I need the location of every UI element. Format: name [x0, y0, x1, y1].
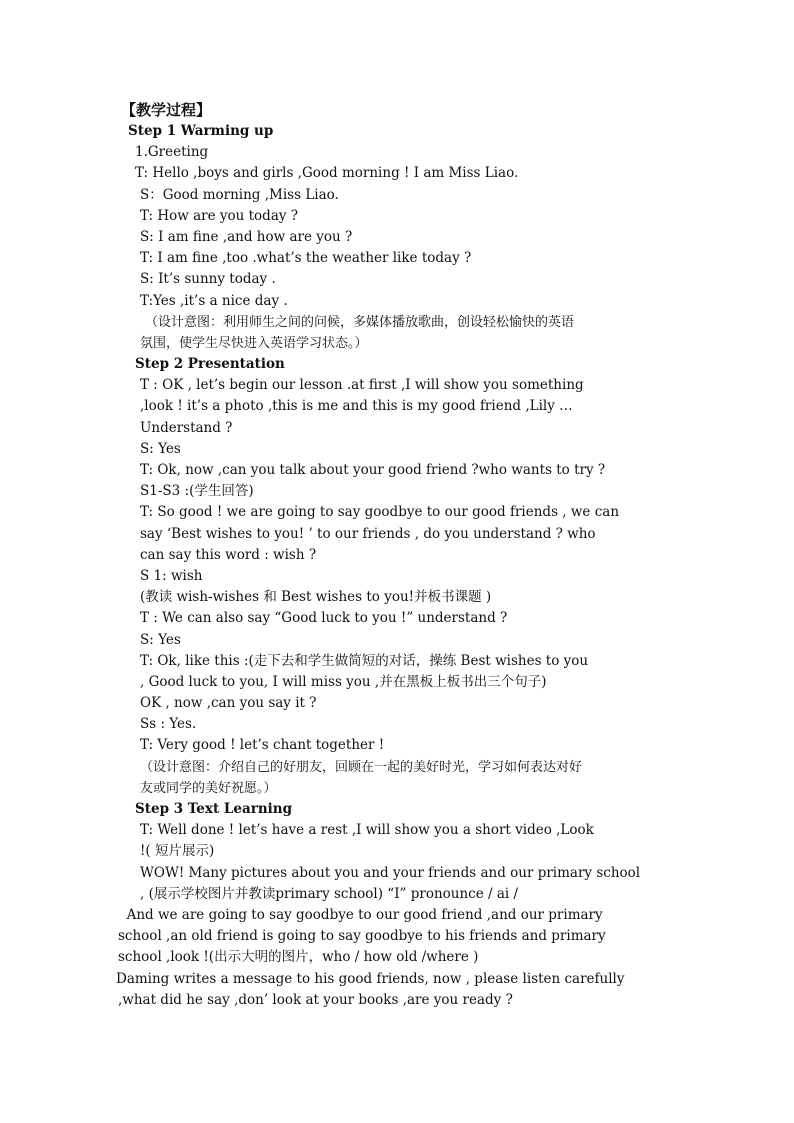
section-title: 【教学过程】: [121, 101, 212, 119]
document-page: [118, 99, 678, 1011]
dialogue-line: T: Ok, like this :(走下去和学生做简短的对话，操练 Best wishes to you: [140, 652, 589, 669]
dialogue-line: T: Very good ! let’s chant together !: [140, 737, 385, 754]
dialogue-line: can say this word : wish ?: [140, 546, 317, 563]
dialogue-line: S1-S3 :(学生回答): [140, 483, 254, 500]
dialogue-line: , Good luck to you, I will miss you ,并在黑板上板书出三个句子): [140, 673, 547, 690]
paragraph-line: And we are going to say goodbye to our good friend ,and our primary: [118, 906, 603, 923]
dialogue-line: S: It’s sunny today .: [140, 271, 276, 288]
paragraph-line: school ,an old friend is going to say goodbye to his friends and primary: [118, 928, 606, 945]
dialogue-line: , (展示学校图片并教读primary school) “I” pronounce / ai /: [140, 885, 519, 902]
dialogue-line: T: I am fine ,too .what’s the weather like today ?: [140, 250, 472, 267]
step1-subheading: 1.Greeting: [135, 144, 209, 161]
step3-heading: Step 3 Text Learning: [135, 801, 293, 817]
paragraph-line: school ,look !(出示大明的图片，who / how old /where ): [118, 949, 479, 966]
paragraph-line: ,what did he say ,don’ look at your books ,are you ready ?: [118, 991, 513, 1008]
design-note: 氛围，使学生尽快进入英语学习状态。）: [140, 335, 368, 351]
design-note: （设计意图：介绍自己的好朋友，回顾在一起的美好时光，学习如何表达对好: [140, 759, 583, 775]
dialogue-line: !( 短片展示): [140, 843, 215, 860]
step1-heading: Step 1 Warming up: [128, 123, 274, 139]
dialogue-line: Understand ?: [140, 419, 233, 436]
design-note: 友或同学的美好祝愿。）: [140, 780, 277, 796]
dialogue-line: T : We can also say “Good luck to you !” understand ?: [140, 610, 508, 627]
dialogue-line: T: So good ! we are going to say goodbye to our good friends , we can: [140, 504, 620, 521]
dialogue-line: (教读 wish-wishes 和 Best wishes to you!并板书课题 ): [140, 589, 492, 606]
dialogue-line: WOW! Many pictures about you and your friends and our primary school: [140, 864, 641, 881]
dialogue-line: ,look ! it’s a photo ,this is me and this is my good friend ,Lily …: [140, 398, 573, 415]
dialogue-line: S: I am fine ,and how are you ?: [140, 228, 353, 245]
dialogue-line: T: Well done ! let’s have a rest ,I will show you a short video ,Look: [140, 822, 594, 839]
dialogue-line: S 1: wish: [140, 567, 203, 584]
dialogue-line: Ss : Yes.: [140, 716, 197, 733]
design-note: （设计意图：利用师生之间的问候，多媒体播放歌曲，创设轻松愉快的英语: [145, 314, 575, 330]
dialogue-line: T : OK , let’s begin our lesson .at first ,I will show you something: [140, 377, 584, 394]
dialogue-line: S：Good morning ,Miss Liao.: [140, 186, 339, 203]
paragraph-line: Daming writes a message to his good friends, now , please listen carefully: [116, 970, 625, 987]
dialogue-line: T: Ok, now ,can you talk about your good friend ?who wants to try ?: [140, 462, 606, 478]
dialogue-line: say ‘Best wishes to you! ’ to our friends , do you understand ? who: [140, 525, 596, 542]
dialogue-line: S: Yes: [140, 440, 181, 457]
dialogue-line: S: Yes: [140, 631, 181, 648]
dialogue-line: T: How are you today ?: [140, 207, 299, 224]
step2-heading: Step 2 Presentation: [135, 356, 285, 373]
dialogue-line: T: Hello ,boys and girls ,Good morning ! I am Miss Liao.: [135, 165, 519, 182]
dialogue-line: T:Yes ,it’s a nice day .: [140, 292, 288, 309]
dialogue-line: OK , now ,can you say it ?: [140, 695, 317, 712]
